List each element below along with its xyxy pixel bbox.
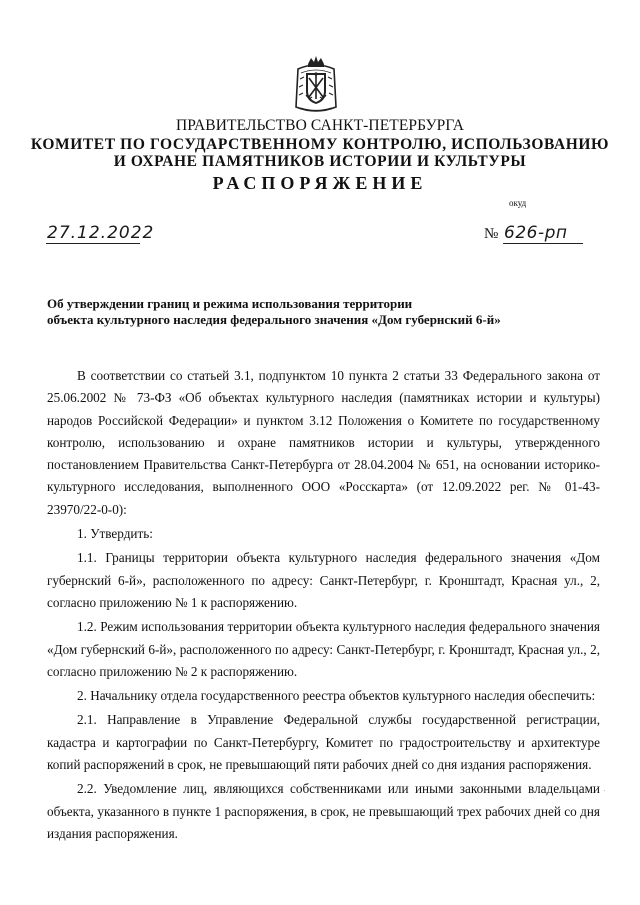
date-underline [46, 243, 140, 244]
subject-line-2: объекта культурного наследия федерального значения «Дом губернский 6-й» [47, 312, 501, 327]
document-type: РАСПОРЯЖЕНИЕ [212, 173, 428, 193]
item-1-2-paragraph: 1.2. Режим использования территории объекта культурного наследия федерального значения «Дом губернский 6-й», расположенного по адресу: Санкт-Петербург, г. Кронштадт, Красная ул., 2, согласно приложению № 2 к распоряжению. [47, 619, 600, 679]
okud-label: окуд [509, 198, 527, 208]
item-1-paragraph: 1. Утвердить: [77, 526, 153, 542]
item-2-2-paragraph: 2.2. Уведомление лиц, являющихся собственниками или иными законными владельцами объекта, указанного в пункте 1 распоряжения, в срок, не превышающий трех рабочих дней со дня издания распоряжения. [47, 781, 600, 841]
coat-of-arms-icon [292, 55, 340, 115]
document-number: 626-рп [504, 223, 568, 243]
item-2-1-paragraph: 2.1. Направление в Управление Федеральной службы государственной регистрации, кадастра и картографии по Санкт-Петербургу, Комитет по градостроительству и архитектуре копий распоряжений в срок, не превышающий пяти рабочих дней со дня издания распоряжения. [47, 712, 600, 773]
number-sign: № [484, 226, 499, 242]
item-1-1-paragraph: 1.1. Границы территории объекта культурного наследия федерального значения «Дом губернский 6-й», расположенного по адресу: Санкт-Петербург, г. Кронштадт, Красная ул., 2, согласно приложению № 1 к распоряжению. [47, 550, 600, 610]
preamble-paragraph: В соответствии со статьей 3.1, подпунктом 10 пункта 2 статьи 33 Федерального закона от 25.06.2002 № 73-ФЗ «Об объектах культурного наследия (памятниках истории и культуры) народов Российской Федерации» и пунктом 3.12 Положения о Комитете по государственному контролю, использованию и охране памятников истории и культуры, утвержденного постановлением Правительства Санкт-Петербурга от 28.04.2004 № 651, на основании историко-культурного исследования, выполненного ООО «Росскарта» (от 12.09.2022 рег. № 01-43-23970/22-0-0): [47, 368, 600, 517]
item-2-paragraph: 2. Начальнику отдела государственного реестра объектов культурного наследия обеспечить: [77, 688, 596, 704]
committee-name-line-1: КОМИТЕТ ПО ГОСУДАРСТВЕННОМУ КОНТРОЛЮ, ИСПОЛЬЗОВАНИЮ [30, 136, 610, 153]
document-body [47, 365, 600, 845]
document-subject [47, 296, 501, 328]
number-underline [503, 243, 583, 244]
committee-name-line-2: И ОХРАНЕ ПАМЯТНИКОВ ИСТОРИИ И КУЛЬТУРЫ [113, 153, 527, 170]
subject-line-1: Об утверждении границ и режима использования территории [47, 296, 413, 311]
document-date: 27.12.2022 [47, 223, 155, 243]
scan-speck [604, 790, 605, 791]
government-name: ПРАВИТЕЛЬСТВО САНКТ-ПЕТЕРБУРГА [175, 117, 465, 134]
